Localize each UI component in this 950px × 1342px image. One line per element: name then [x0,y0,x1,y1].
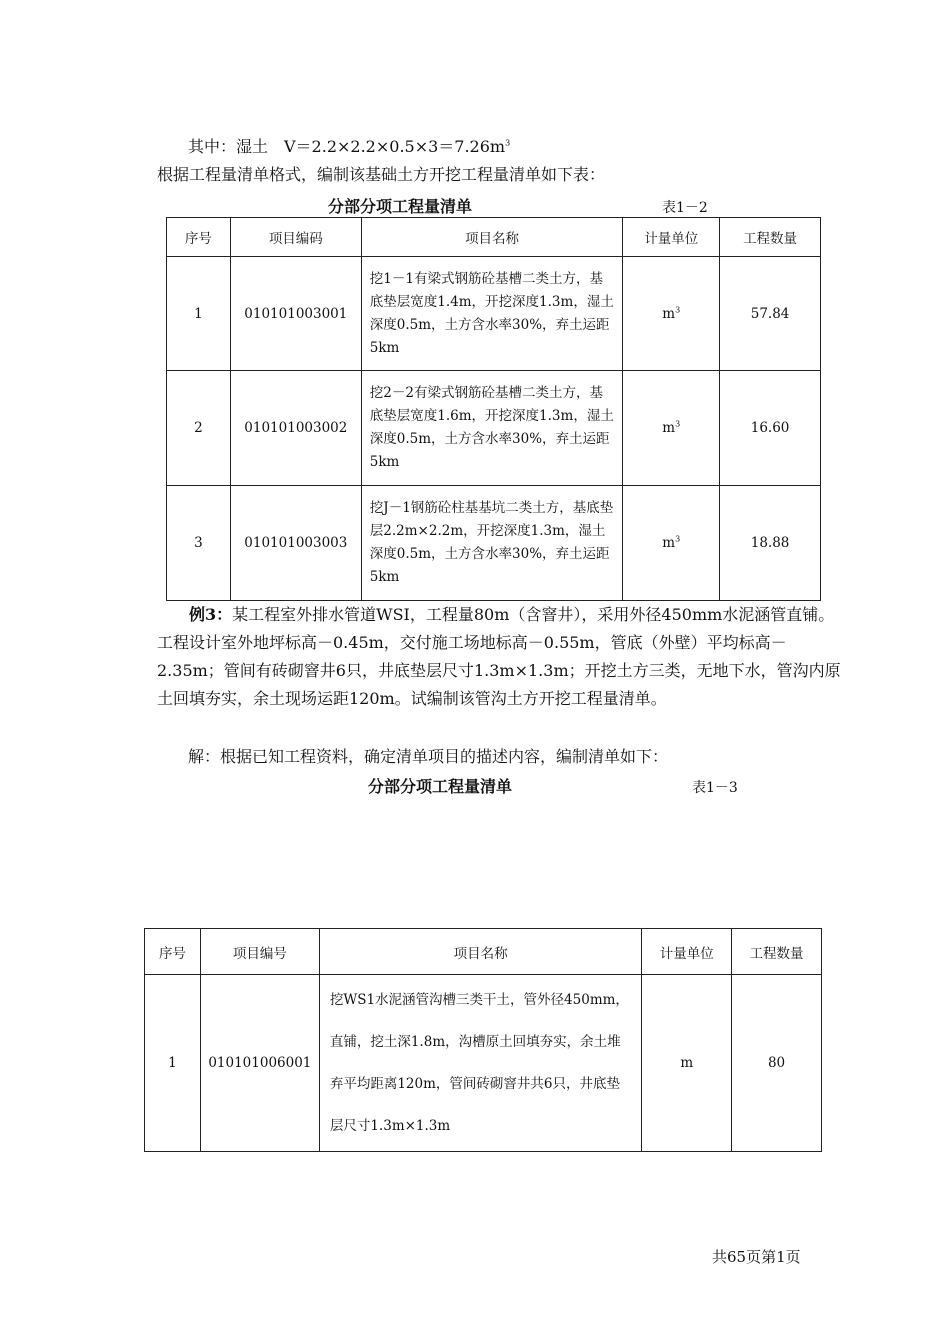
table2-header-code: 项目编号 [200,929,319,975]
row-qty: 57.84 [720,257,821,371]
row-qty: 80 [732,975,822,1152]
table2-header-unit: 计量单位 [642,929,732,975]
table1-header-row [167,218,821,257]
row-code: 010101003003 [230,486,361,601]
table-row [167,486,821,601]
table1-header-qty: 工程数量 [720,218,821,257]
table2-number: 表1－3 [692,780,738,796]
intro-line-1-text: 其中：湿土 V＝2.2×2.2×0.5×3＝7.26m [188,137,506,156]
row-qty: 18.88 [720,486,821,601]
row-unit: m [642,975,732,1152]
table2-header-row [145,929,822,975]
table2 [144,928,822,1152]
table2-header-no: 序号 [145,929,201,975]
row-no: 2 [167,371,231,486]
table1-caption: 分部分项工程量清单 [328,197,473,216]
row-name: 挖1－1有梁式钢筋砼基槽二类土方，基底垫层宽度1.4m，开挖深度1.3m，湿土深度0.5m，土方含水率30%，弃土运距5km [361,257,623,371]
row-name: 挖J－1钢筋砼柱基基坑二类土方，基底垫层2.2m×2.2m，开挖深度1.3m，湿土深度0.5m，土方含水率30%，弃土运距5km [361,486,623,601]
row-unit-text: m [662,305,676,322]
table2-caption: 分部分项工程量清单 [368,777,513,796]
row-no: 3 [167,486,231,601]
table-row [167,257,821,371]
row-unit-sup: 3 [675,419,681,429]
row-code: 010101003001 [230,257,361,371]
intro-line-1 [188,135,510,159]
table1-header-name: 项目名称 [361,218,623,257]
row-no: 1 [145,975,201,1152]
table2-header-qty: 工程数量 [732,929,822,975]
row-unit-sup: 3 [675,305,681,314]
row-code: 010101003002 [230,371,361,486]
table1-number: 表1－2 [662,200,708,216]
row-unit [623,486,720,601]
row-code: 010101006001 [200,975,319,1152]
page-footer: 共65页第1页 [712,1248,801,1266]
example3-text: 某工程室外排水管道WSI，工程量80m（含窨井），采用外径450mm水泥涵管直铺。工程设计室外地坪标高－0.45m，交付施工场地标高－0.55m，管底（外壁）平均标高－2.35m；管间有砖砌窨井6只，井底垫层尺寸1.3m×1.3m；开挖土方三类，无地下水，管沟内原土回填夯实，余土现场运距120m。试编制该管沟土方开挖工程量清单。 [157,605,841,708]
row-no: 1 [167,257,231,371]
table-row [145,975,822,1152]
intro-line-1-sup: 3 [505,138,511,148]
table1-header-code: 项目编码 [230,218,361,257]
example3-paragraph [157,601,847,713]
table2-header-name: 项目名称 [319,929,641,975]
row-name: 挖WS1水泥涵管沟槽三类干土，管外径450mm，直铺，挖土深1.8m，沟槽原土回填夯实，余土堆弃平均距离120m，管间砖砌窨井共6只，井底垫层尺寸1.3m×1.3m [319,975,641,1152]
table-row [167,371,821,486]
row-unit [623,371,720,486]
table1-header-no: 序号 [167,218,231,257]
row-name: 挖2－2有梁式钢筋砼基槽二类土方，基底垫层宽度1.6m，开挖深度1.3m，湿土深度0.5m，土方含水率30%，弃土运距5km [361,371,623,486]
intro-line-2: 根据工程量清单格式，编制该基础土方开挖工程量清单如下表： [157,165,606,184]
row-unit [623,257,720,371]
solution-line: 解：根据已知工程资料，确定清单项目的描述内容，编制清单如下： [188,747,669,766]
example3-label: 例3： [189,605,233,624]
row-qty: 16.60 [720,371,821,486]
table1 [166,217,821,601]
row-unit-text: m [662,420,676,436]
row-unit-sup: 3 [675,534,681,544]
row-unit-text: m [662,535,676,551]
table1-header-unit: 计量单位 [623,218,720,257]
